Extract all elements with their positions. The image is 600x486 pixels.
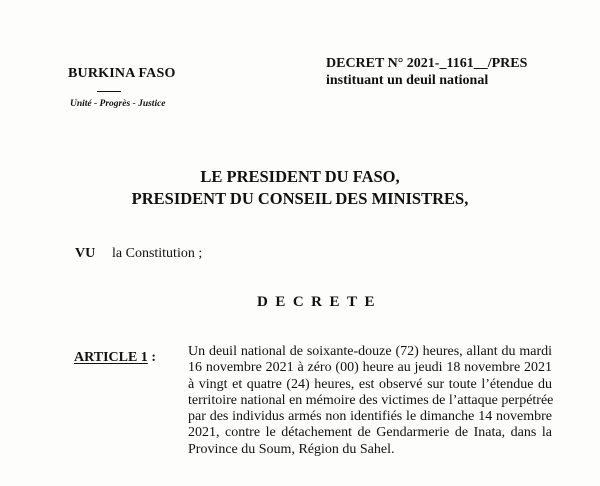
authority-line-1: LE PRESIDENT DU FASO, (200, 167, 400, 186)
national-motto: Unité - Progrès - Justice (70, 99, 166, 109)
article-1-line: par des individus armés non identifiés le dimanche 14 novembre (188, 409, 552, 425)
visa-text: la Constitution ; (112, 246, 203, 261)
decree-reference (326, 55, 527, 89)
article-1-line: 16 novembre 2021 à zéro (00) heure au jeudi 18 novembre 2021 (188, 360, 552, 376)
decree-number: DECRET N° 2021-_1161__/PRES (326, 56, 528, 71)
motto-divider (97, 91, 121, 92)
article-1-line: Province du Soum, Région du Sahel. (188, 441, 395, 457)
article-1-line: à vingt et quatre (24) heures, est observé sur toute l’étendue du (188, 376, 552, 392)
article-1-line: territoire national en mémoire des victimes de l’attaque perpétrée (188, 392, 554, 408)
visa-label: VU (75, 246, 96, 261)
authority-line-2: PRESIDENT DU CONSEIL DES MINISTRES, (131, 189, 469, 208)
article-1-colon: : (147, 350, 156, 365)
article-1-line: 2021, contre le détachement de Gendarmerie de Inata, dans la (188, 425, 552, 441)
issuing-authority (0, 166, 600, 210)
decree-subject: instituant un deuil national (326, 73, 489, 88)
article-1-number: ARTICLE 1 (74, 350, 148, 365)
country-name: BURKINA FASO (68, 66, 176, 81)
article-1-label (74, 350, 156, 366)
article-1-line: Un deuil national de soixante-douze (72) heures, allant du mardi (188, 344, 552, 359)
article-1-body (188, 344, 552, 458)
decrete-heading: DECRETE (257, 294, 383, 310)
